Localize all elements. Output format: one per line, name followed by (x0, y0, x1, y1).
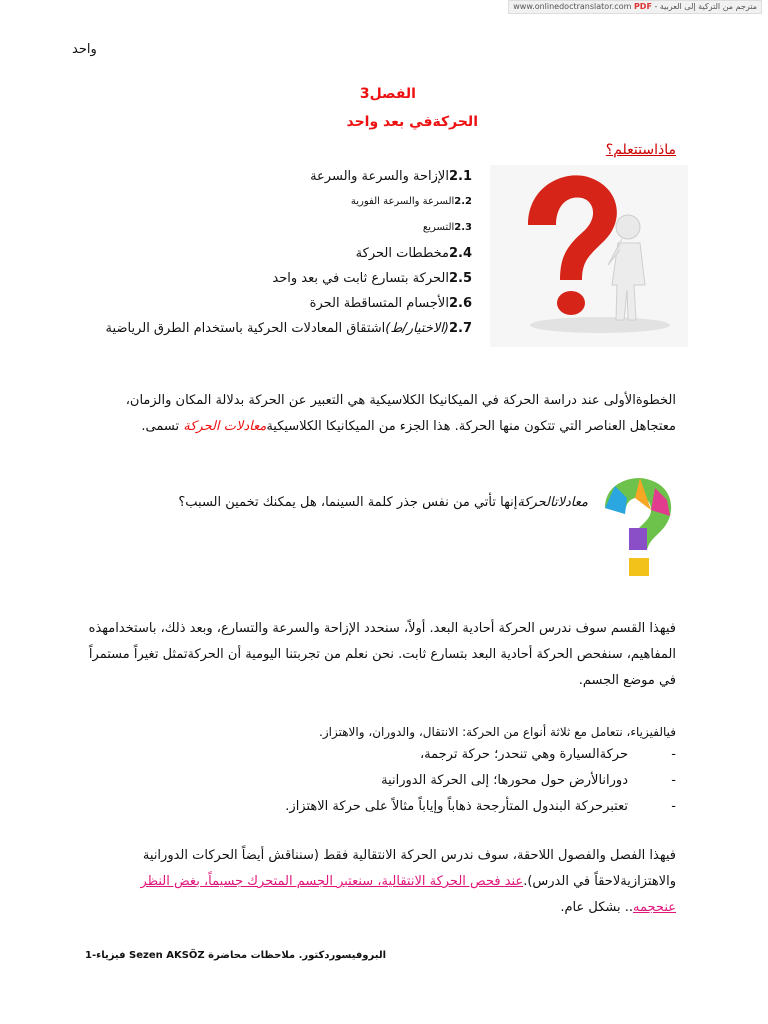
toc-item: 2.2السرعة والسرعة الفورية (350, 196, 472, 207)
what-will-you-learn-heading: ماذاستتعلم؟ (605, 142, 676, 158)
list-item: - دورانالأرض حول محورها؛ إلى الحركة الدورانية (381, 773, 676, 788)
translator-banner: مترجم من التركية إلى العربية - www.onlinedoctranslator.com PDF (508, 0, 762, 14)
footer-note: البروفيسوردكتور. ملاحظات محاضرة Sezen AKSÖZ فيزياء-1 (84, 950, 386, 961)
table-of-contents (92, 164, 472, 341)
list-item: - تعتبرحركة البندول المتأرجحة ذهاباً وإياباً مثالاً على حركة الاهتزاز. (285, 799, 676, 814)
toc-item: 2.6الأجسام المتساقطة الحرة (309, 296, 472, 311)
motion-types-list (156, 742, 676, 820)
toc-item: 2.4مخططات الحركة (355, 246, 472, 261)
translational-paragraph: فيهذا الفصل والفصول اللاحقة، سوف ندرس الحركة الانتقالية فقط (سنناقش أيضاً الحركات الدورانية والاهتزازيةلاحقاً في الدرس).عند فحص الحركة الانتقالية، سنعتبر الجسم المتحرك جسيماً، بغض النظر عنحجمه.. بشكل عام. (140, 848, 676, 915)
question-paragraph: معادلاتالحركةإنها تأتي من نفس جذر كلمة السينما، هل يمكنك تخمين السبب؟ (178, 495, 588, 510)
list-item: - حركةالسيارة وهي تنحدر؛ حركة ترجمة، (419, 747, 676, 762)
toc-item: 2.1الإزاحة والسرعة والسرعة (310, 169, 472, 184)
puzzle-question-mark-image (595, 478, 680, 583)
chapter-title: الفصل3 (359, 86, 416, 102)
highlighted-sentence-link[interactable]: عند فحص الحركة الانتقالية، سنعتبر الجسم المتحرك جسيماً، بغض النظر عنحجمه (140, 874, 676, 915)
section-paragraph: فيهذا القسم سوف ندرس الحركة أحادية البعد. أولاً، سنحدد الإزاحة والسرعة والتسارع، وبعد ذلك، باستخدامهذه المفاهيم، سنفحص الحركة أحادية البعد بتسارع ثابت. نحن نعلم من تجربتنا اليومية أن الحركةتمثل تغيراً مستمراً في موضع الجسم. (88, 621, 676, 688)
toc-item: 2.3التسريع (422, 222, 472, 233)
intro-paragraph: الخطوةالأولى عند دراسة الحركة في الميكانيكا الكلاسيكية هي التعبير عن الحركة بدلالة المكان والزمان، معتجاهل العناصر التي تتكون منها الحركة. هذا الجزء من الميكانيكا الكلاسيكيةمعادلات الحركة تسمى. (125, 393, 676, 434)
question-mark-figure-image (490, 165, 688, 347)
header-word: واحد (72, 42, 97, 57)
toc-item: 2.7(الاختيار/ط)اشتقاق المعادلات الحركية باستخدام الطرق الرياضية (105, 321, 472, 336)
toc-item: 2.5الحركة بتسارع ثابت في بعد واحد (272, 271, 472, 286)
motion-types-paragraph: فيالفيزياء، نتعامل مع ثلاثة أنواع من الحركة: الانتقال، والدوران، والاهتزاز. (319, 725, 676, 739)
chapter-subtitle: الحركةفي بعد واحد (346, 114, 478, 130)
